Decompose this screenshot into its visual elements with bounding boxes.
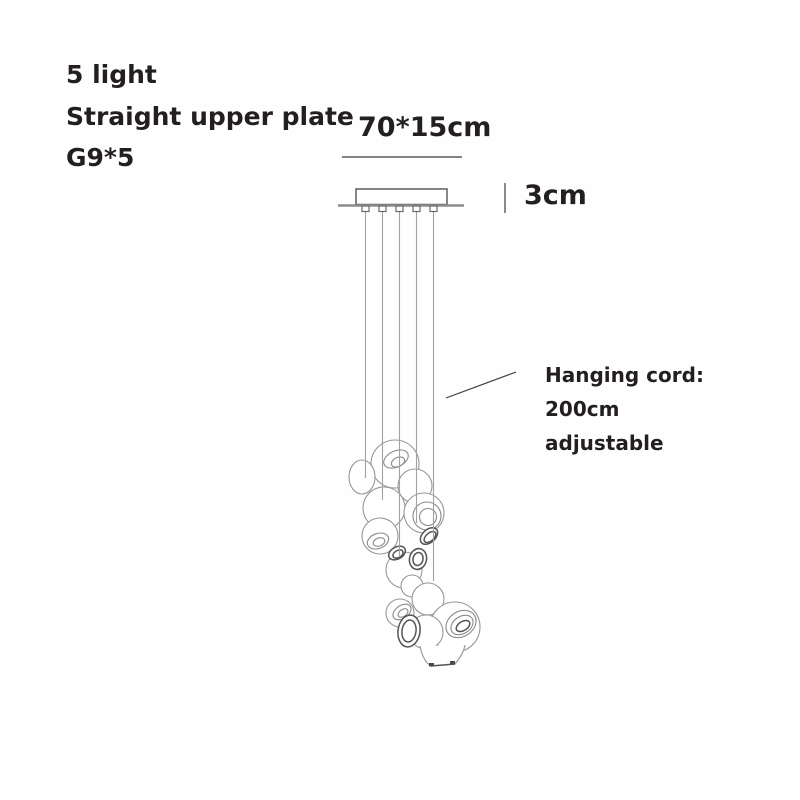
cord-connector xyxy=(362,206,369,212)
cord-connector xyxy=(379,206,386,212)
cord-connector xyxy=(430,206,437,212)
ceiling-plate-drawing xyxy=(338,189,464,206)
leader-line xyxy=(446,372,516,398)
ceiling-plate xyxy=(356,189,447,205)
hanging-cord-note xyxy=(545,364,704,466)
cord-connector xyxy=(413,206,420,212)
lamp-cluster-drawing xyxy=(349,440,481,667)
spec-line-light-count: 5 light xyxy=(66,60,157,89)
hanging-cord-note-line-3: adjustable xyxy=(545,431,664,455)
hanging-cord-note-line-1: Hanging cord: xyxy=(545,363,704,387)
spec-line-plate-type: Straight upper plate xyxy=(66,102,354,131)
plate-thickness-label: 3cm xyxy=(524,180,587,211)
cord-connector xyxy=(396,206,403,212)
hanging-cord-note-line-2: 200cm xyxy=(545,397,620,421)
plate-size-label: 70*15cm xyxy=(358,112,492,143)
spec-line-bulb-type: G9*5 xyxy=(66,143,135,172)
